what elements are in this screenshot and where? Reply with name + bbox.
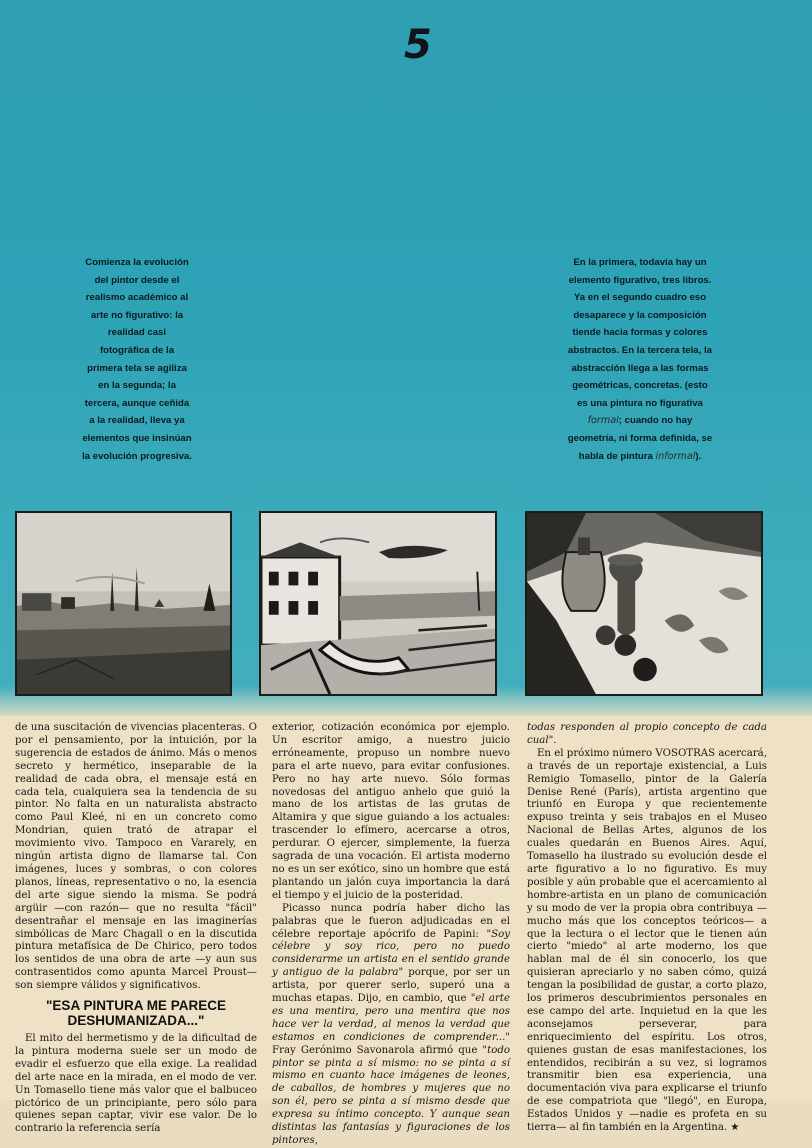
still-life-painting-icon: [527, 513, 761, 694]
caption-right-main: En la primera, todavía hay un elemento figurativo, tres libros. Ya en el segundo cuadro eso desaparece y la composición tiende hacia formas y colores abstractos. En la tercera tela, la abstracción llega a las formas geométricas, concretas. (esto es una pintura no figurativa: [568, 257, 712, 409]
article-quote-continued: [527, 722, 767, 748]
landscape-painting-icon: [17, 513, 230, 694]
caption-right-informal: informal: [655, 450, 696, 462]
painting-harbor: [259, 511, 497, 696]
article-quote: todas responden al propio concepto de cada cual".: [527, 722, 767, 746]
article-text: Fray Gerónimo Savonarola afirmó que: [272, 1044, 483, 1056]
article-paragraph: [272, 903, 510, 1148]
article-quote: "Soy célebre y soy rico, pero no puedo considerarme un artista en el sentido grande y antiguo de la palabra": [272, 928, 510, 979]
article-paragraph: El mito del hermetismo y de la dificultad de la pintura moderna suele ser un modo de evadir el esfuerzo que ella exige. La realidad del arte nace en la mirada, en el modo de ver. Un Tomasello tiene más valor que el balbuceo pictórico de un principiante, pero sólo para quienes sepan captar, vivir ese valor. De lo contrario la referencia sería: [15, 1033, 257, 1135]
caption-right-end: ).: [695, 450, 702, 462]
article-paragraph: En el próximo número VOSOTRAS acercará, a través de un reportaje existencial, a Luis Remigio Tomasello, pintor de la Galería Denise René (París), artista argentino que triunfó en Europa y que recientemente expuso treinta y seis trabajos en el Museo Nacional de Bellas Artes, algunos de los cuales quedarán en Buenos Aires. Aquí, Tomasello ha ilustrado su evolución desde el arte figurativo a lo no figurativo. Es muy posible y aún probable que el acercamiento al hombre-artista en un plano de comunicación y su modo de ver la propia obra contribuya —mucho más que los conceptos teóricos— a que la lectura o el lector que le tienen aún cierto "miedo" al arte moderno, los que hablan mal de él sin conocerlo, los que quisieran apreciarlo y no saben cómo, quizá tengan la posibilidad de gustar, a corto plazo, los primeros descubrimientos personales en ese campo del arte. Inquietud en la que les aconsejamos perseverar, para enriquecimiento del espíritu. Los otros, quienes gustan de esas manifestaciones, los entendidos, recibirán a su vez, si logramos transmitir bien esa experiencia, una documentación viva para explicarse el triunfo de ese compatriota que "llegó", en Europa, Estados Unidos y —nadie es profeta en su tierra— al fin también en la Argentina. ★: [527, 747, 767, 1134]
article-paragraph: de una suscitación de vivencias placenteras. O por el pensamiento, por la intuición, por la sugerencia de estados de ánimo. Más o menos secreto y hermético, inseparable de la realidad de cada obra, el mensaje está en cada tela, cualquiera sea la tendencia de su pintor. No falta en un naturalista abstracto como Paul Kleé, ni en un concreto como Mondrian, quien trató de atrapar el movimiento vivo. Tampoco en Vararely, en ningún artista digno de llamarse tal. Con imágenes, luces y sombras, o con colores planos, líneas, representativo o no, la esencia del arte sigue siendo la misma. Se podrá argüir —con razón— que no resulta "fácil" desentrañar el mensaje en las imaginerías simbólicas de Marc Chagall o en la discutida pintura metafísica de De Chirico, pero todos los sentidos de una obra de arte —y aun sus contrasentidos como apunta Marcel Proust— son siempre válidos y significativos.: [15, 722, 257, 992]
article-column-2: [272, 722, 510, 1148]
article-text: Picasso nunca podría haber dicho las palabras que le fueron adjudicadas en el célebre reportaje apócrifo de Papini:: [272, 902, 510, 940]
painting-still-life: [525, 511, 763, 696]
article-subheading: "ESA PINTURA ME PARECE DESHUMANIZADA...": [46, 998, 226, 1029]
article-quote: "el arte es una mentira, pero una mentira que nos hace ver la verdad, al menos la verdad que estamos en condiciones de comprender...": [272, 993, 510, 1043]
caption-right: [566, 254, 714, 465]
harbor-painting-icon: [261, 513, 495, 694]
caption-left: Comienza la evolución del pintor desde el realismo académico al arte no figurativo: la realidad casi fotográfica de la primera tela se agiliza en la segunda; la tercera, aunque ceñida a la realidad, lleva ya elementos que insinúan la evolución progresiva.: [82, 257, 192, 462]
caption-right-mid: ; cuando no hay geometría, ni forma definida, se habla de pintura: [567, 415, 713, 462]
painting-landscape: [15, 511, 232, 696]
article-text: porque, por ser un artista, por querer serlo, superó una a muchas etapas. Dijo, en cambio, que: [272, 967, 511, 1005]
page-number: 5: [404, 22, 432, 68]
article-column-1: [15, 722, 257, 1136]
article-quote: "todo pintor se pinta a sí mismo: no se pinta a sí mismo en cuanto hace imágenes de leones, de caballos, de hombres y mujeres que no son él, pero se pinta a sí mismo desde que expresa su íntimo concepto. Y aunque sean distintas las fantasías y figuraciones de los pintores,: [272, 1044, 510, 1146]
article-paragraph: exterior, cotización económica por ejemplo. Un escritor amigo, a nuestro juicio erróneamente, propuso un nombre nuevo para el arte nuevo, para evitar confusiones. Pero no hay arte nuevo. Sólo formas novedosas del antiguo anhelo que guió la mano de los artistas de las grutas de Altamira y que sigue guiando a los actuales: trascender lo efímero, acercarse a otros, perdurar. O ejercer, simplemente, la fuerza sagrada de una vocación. El artista moderno no es un ser exótico, sino un hombre que está plantando un jalón cuya importancia la dará el tiempo y el juicio de la posteridad.: [272, 722, 510, 901]
article-column-3: [527, 722, 767, 1135]
caption-right-formal: formal: [587, 415, 619, 427]
